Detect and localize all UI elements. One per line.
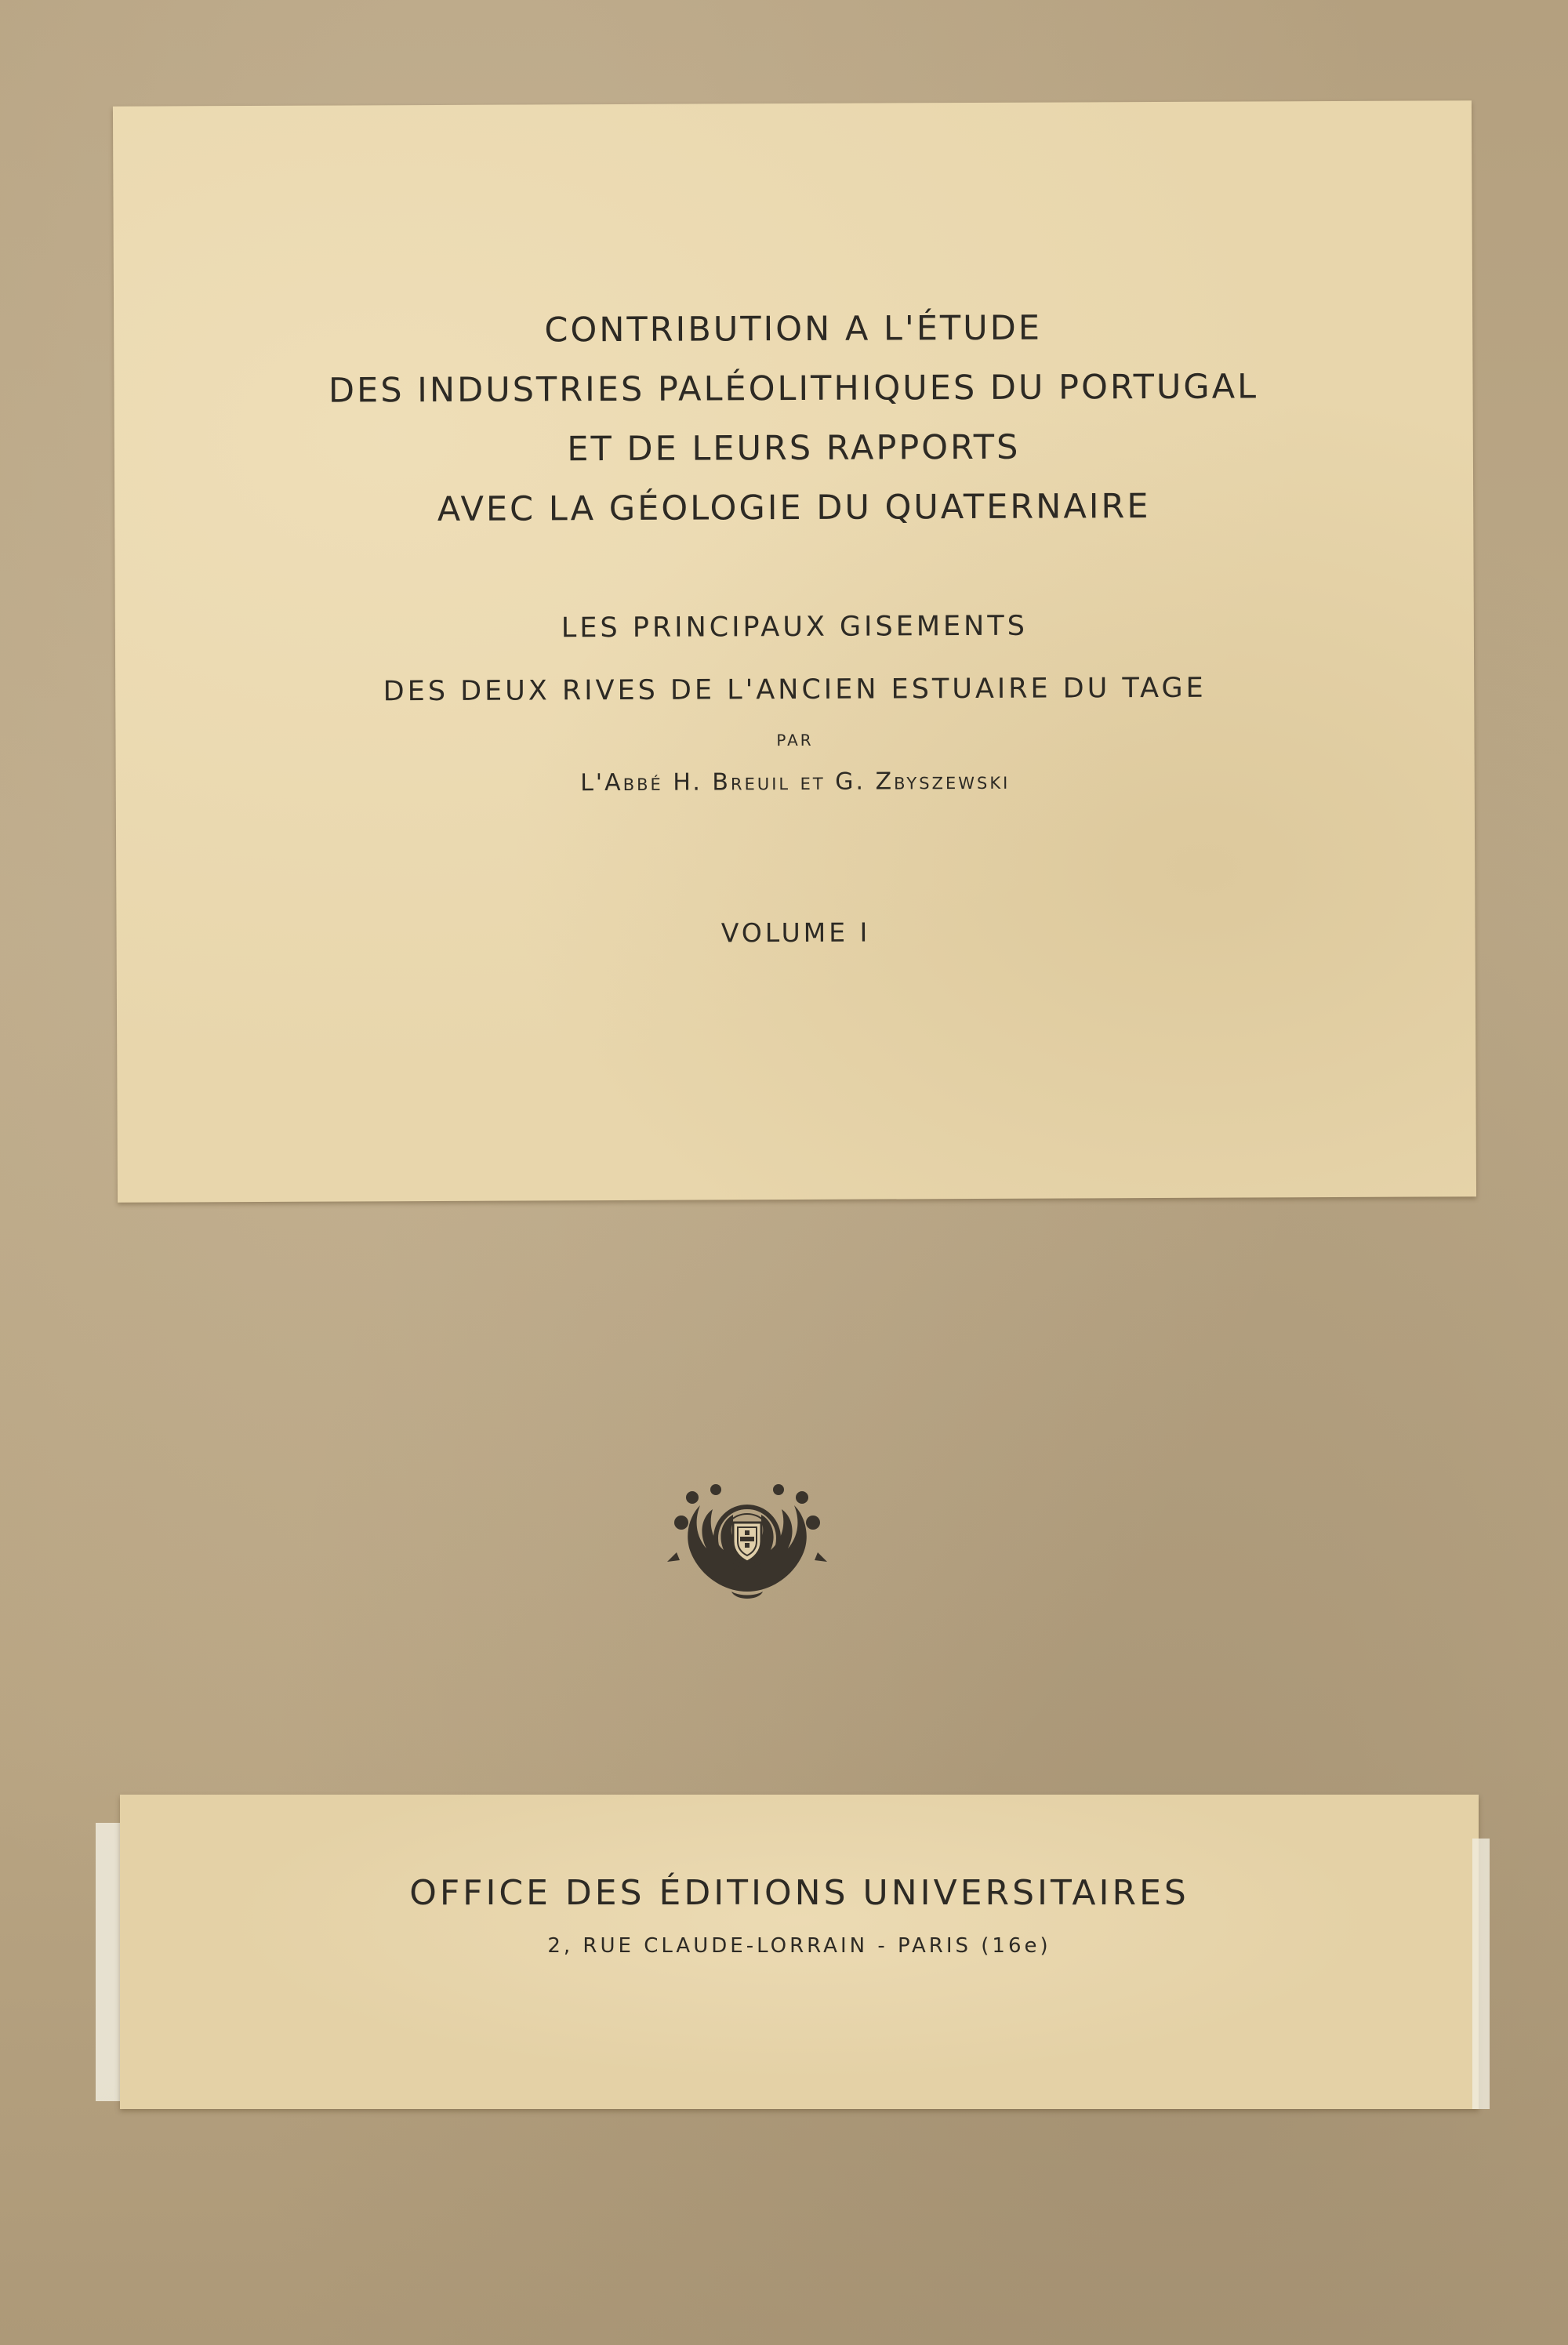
- title-label: [113, 100, 1476, 1203]
- tape-strip-right: [1472, 1839, 1490, 2109]
- authors-block: [116, 765, 1475, 799]
- subtitle-line: LES PRINCIPAUX GISEMENTS: [561, 610, 1028, 644]
- by-word: PAR: [776, 730, 814, 750]
- subtitle: [115, 593, 1475, 724]
- subtitle-line: DES DEUX RIVES DE L'ANCIEN ESTUAIRE DU TAGE: [383, 672, 1207, 708]
- publisher-name: OFFICE DES ÉDITIONS UNIVERSITAIRES: [409, 1873, 1189, 1913]
- authors: L'Abbé H. Breuil et G. Zbyszewski: [580, 767, 1011, 797]
- title-line: ET DE LEURS RAPPORTS: [567, 427, 1021, 470]
- main-title: [114, 296, 1473, 541]
- volume-label: VOLUME I: [720, 917, 871, 949]
- title-line: DES INDUSTRIES PALÉOLITHIQUES DU PORTUGAL: [328, 367, 1259, 411]
- title-line: AVEC LA GÉOLOGIE DU QUATERNAIRE: [437, 487, 1151, 529]
- publisher-address: 2, RUE CLAUDE-LORRAIN - PARIS (16e): [547, 1934, 1051, 1958]
- coat-of-arms-emblem: [661, 1474, 833, 1607]
- by-line: [115, 728, 1474, 753]
- volume-block: [116, 914, 1475, 951]
- publisher-label: [120, 1795, 1479, 2109]
- title-line: CONTRIBUTION A L'ÉTUDE: [544, 308, 1043, 350]
